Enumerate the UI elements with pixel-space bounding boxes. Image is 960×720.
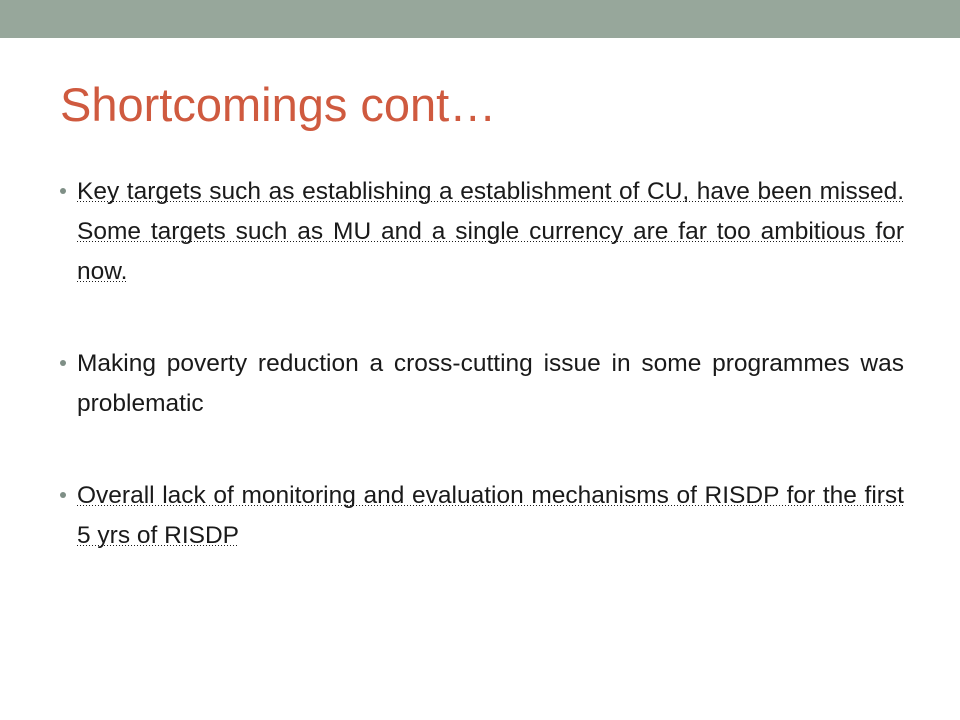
bullet-item-targets bbox=[60, 172, 904, 292]
bullet-text-poverty: Making poverty reduction a cross-cutting issue in some programmes was problematic bbox=[77, 350, 904, 417]
bullet-item-poverty bbox=[60, 344, 904, 424]
bullet-dot-icon bbox=[60, 492, 66, 498]
bullet-dot-icon bbox=[60, 360, 66, 366]
bullet-text-targets: Key targets such as establishing a establishment of CU, have been missed. Some targets such as MU and a single currency are far too ambitious for now. bbox=[77, 178, 904, 285]
slide-title: Shortcomings cont… bbox=[60, 78, 497, 131]
bullet-item-monitoring bbox=[60, 476, 904, 556]
top-accent-bar bbox=[0, 0, 960, 38]
bullet-list bbox=[60, 172, 904, 556]
bullet-dot-icon bbox=[60, 188, 66, 194]
bullet-text-monitoring: Overall lack of monitoring and evaluation mechanisms of RISDP for the first 5 yrs of RISDP bbox=[77, 482, 904, 549]
